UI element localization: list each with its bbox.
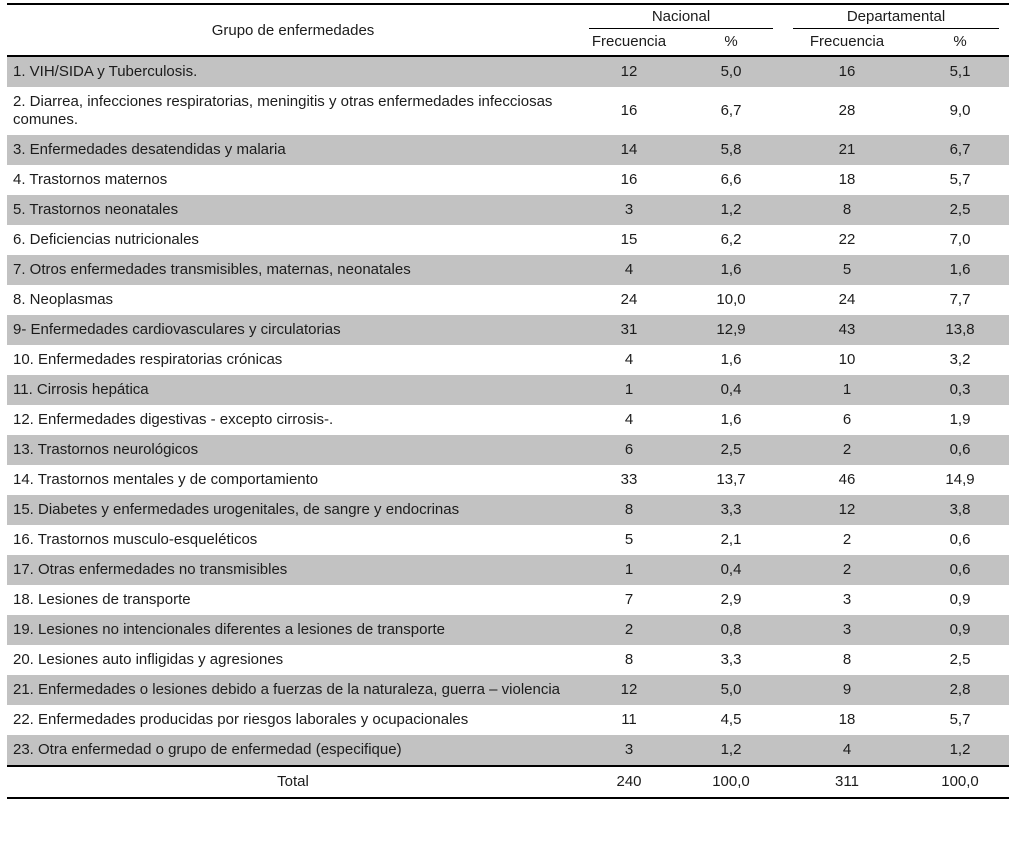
sub-header-percent-departamental: % <box>911 29 1009 56</box>
table-row <box>7 615 1009 645</box>
disease-group-cell: 1. VIH/SIDA y Tuberculosis. <box>13 63 198 80</box>
frequency-cell: 4 <box>624 351 634 368</box>
frequency-cell: 12 <box>620 63 638 80</box>
table-row <box>7 285 1009 315</box>
percent-cell: 0,4 <box>720 381 742 398</box>
table-row <box>7 675 1009 705</box>
disease-group-cell: 5. Trastornos neonatales <box>13 201 179 218</box>
table-row <box>7 345 1009 375</box>
disease-group-cell: 2. Diarrea, infecciones respiratorias, meningitis y otras enfermedades infecciosas comunes. <box>13 93 553 128</box>
table-row <box>7 465 1009 495</box>
frequency-cell: 11 <box>621 711 637 728</box>
disease-group-cell: 3. Enfermedades desatendidas y malaria <box>13 141 286 158</box>
percent-cell: 0,8 <box>720 621 742 638</box>
frequency-cell: 31 <box>620 321 638 338</box>
frequency-cell: 3 <box>624 201 634 218</box>
disease-group-cell: 12. Enfermedades digestivas - excepto cirrosis-. <box>13 411 334 428</box>
percent-cell: 5,8 <box>720 141 742 158</box>
sub-header-percent-nacional: % <box>679 29 783 56</box>
table-row <box>7 315 1009 345</box>
table-row <box>7 165 1009 195</box>
table-row <box>7 87 1009 135</box>
percent-cell: 10,0 <box>716 291 746 308</box>
percent-cell: 5,7 <box>949 711 971 728</box>
percent-cell: 12,9 <box>716 321 746 338</box>
total-percent-nacional: 100,0 <box>679 766 783 798</box>
table-row <box>7 375 1009 405</box>
percent-cell: 14,9 <box>945 471 975 488</box>
frequency-cell: 21 <box>838 141 856 158</box>
table-row <box>7 405 1009 435</box>
frequency-cell: 5 <box>842 261 852 278</box>
percent-cell: 1,2 <box>720 741 742 758</box>
percent-cell: 0,6 <box>949 531 971 548</box>
frequency-cell: 33 <box>620 471 638 488</box>
group-header-departamental <box>783 4 1009 29</box>
percent-cell: 2,5 <box>720 441 742 458</box>
sub-header-frecuencia-nacional: Frecuencia <box>579 29 679 56</box>
frequency-cell: 14 <box>620 141 638 158</box>
percent-cell: 6,7 <box>949 141 971 158</box>
percent-cell: 4,5 <box>720 711 742 728</box>
disease-group-cell: 6. Deficiencias nutricionales <box>13 231 199 248</box>
frequency-cell: 3 <box>842 621 852 638</box>
percent-cell: 1,2 <box>949 741 971 758</box>
group-header-nacional <box>579 4 783 29</box>
percent-cell: 1,6 <box>720 261 742 278</box>
frequency-cell: 6 <box>842 411 852 428</box>
frequency-cell: 1 <box>624 381 634 398</box>
percent-cell: 13,7 <box>716 471 746 488</box>
frequency-cell: 3 <box>842 591 852 608</box>
frequency-cell: 4 <box>624 261 634 278</box>
percent-cell: 0,6 <box>949 561 971 578</box>
percent-cell: 5,7 <box>949 171 971 188</box>
group-header-departamental-label: Departamental <box>793 8 999 29</box>
total-frequency-departamental: 311 <box>783 766 911 798</box>
disease-group-cell: 9- Enfermedades cardiovasculares y circulatorias <box>13 321 341 338</box>
frequency-cell: 5 <box>624 531 634 548</box>
frequency-cell: 12 <box>620 681 638 698</box>
total-percent-departamental: 100,0 <box>911 766 1009 798</box>
table-body <box>7 56 1009 766</box>
frequency-cell: 43 <box>838 321 856 338</box>
disease-group-cell: 23. Otra enfermedad o grupo de enfermedad (especifique) <box>13 741 402 758</box>
percent-cell: 0,9 <box>949 591 971 608</box>
disease-group-cell: 15. Diabetes y enfermedades urogenitales, de sangre y endocrinas <box>13 501 460 518</box>
disease-group-cell: 13. Trastornos neurológicos <box>13 441 199 458</box>
percent-cell: 9,0 <box>949 102 971 119</box>
total-row <box>7 766 1009 798</box>
disease-group-cell: 21. Enfermedades o lesiones debido a fuerzas de la naturaleza, guerra – violencia <box>13 681 561 698</box>
table-row <box>7 56 1009 87</box>
percent-cell: 2,5 <box>949 651 971 668</box>
frequency-cell: 4 <box>842 741 852 758</box>
disease-group-cell: 10. Enfermedades respiratorias crónicas <box>13 351 283 368</box>
disease-group-cell: 19. Lesiones no intencionales diferentes a lesiones de transporte <box>13 621 445 638</box>
frequency-cell: 28 <box>838 102 856 119</box>
frequency-cell: 22 <box>838 231 856 248</box>
total-frequency-nacional: 240 <box>579 766 679 798</box>
percent-cell: 6,7 <box>720 102 742 119</box>
group-header-nacional-label: Nacional <box>589 8 773 29</box>
percent-cell: 5,0 <box>720 681 742 698</box>
sub-header-frecuencia-departamental: Frecuencia <box>783 29 911 56</box>
percent-cell: 3,2 <box>949 351 971 368</box>
frequency-cell: 24 <box>620 291 638 308</box>
percent-cell: 2,5 <box>949 201 971 218</box>
disease-group-cell: 4. Trastornos maternos <box>13 171 168 188</box>
frequency-cell: 16 <box>838 63 856 80</box>
percent-cell: 6,2 <box>720 231 742 248</box>
disease-group-cell: 7. Otros enfermedades transmisibles, maternas, neonatales <box>13 261 411 278</box>
percent-cell: 0,9 <box>949 621 971 638</box>
percent-cell: 7,7 <box>949 291 971 308</box>
table-row <box>7 495 1009 525</box>
frequency-cell: 2 <box>842 441 852 458</box>
frequency-cell: 4 <box>624 411 634 428</box>
percent-cell: 2,1 <box>720 531 742 548</box>
table-row <box>7 135 1009 165</box>
frequency-cell: 6 <box>624 441 634 458</box>
table-row <box>7 555 1009 585</box>
table-row <box>7 735 1009 766</box>
table-row <box>7 585 1009 615</box>
percent-cell: 5,0 <box>720 63 742 80</box>
percent-cell: 0,3 <box>949 381 971 398</box>
disease-group-cell: 18. Lesiones de transporte <box>13 591 191 608</box>
frequency-cell: 16 <box>620 171 638 188</box>
frequency-cell: 8 <box>624 501 634 518</box>
frequency-cell: 8 <box>624 651 634 668</box>
percent-cell: 1,6 <box>720 351 742 368</box>
disease-group-cell: 11. Cirrosis hepática <box>13 381 149 398</box>
table-row <box>7 525 1009 555</box>
percent-cell: 1,6 <box>949 261 971 278</box>
frequency-cell: 9 <box>842 681 852 698</box>
frequency-cell: 10 <box>838 351 856 368</box>
frequency-cell: 1 <box>842 381 852 398</box>
percent-cell: 13,8 <box>945 321 975 338</box>
table-row <box>7 195 1009 225</box>
percent-cell: 3,3 <box>720 651 742 668</box>
disease-group-cell: 16. Trastornos musculo-esqueléticos <box>13 531 258 548</box>
frequency-cell: 16 <box>620 102 638 119</box>
percent-cell: 1,6 <box>720 411 742 428</box>
total-label: Total <box>7 766 579 798</box>
percent-cell: 3,3 <box>720 501 742 518</box>
table-row <box>7 435 1009 465</box>
group-header-row <box>7 4 1009 29</box>
frequency-cell: 15 <box>620 231 638 248</box>
frequency-cell: 2 <box>624 621 634 638</box>
disease-group-cell: 22. Enfermedades producidas por riesgos laborales y ocupacionales <box>13 711 469 728</box>
frequency-cell: 8 <box>842 651 852 668</box>
frequency-cell: 18 <box>838 171 856 188</box>
percent-cell: 0,6 <box>949 441 971 458</box>
frequency-cell: 18 <box>838 711 856 728</box>
percent-cell: 6,6 <box>720 171 742 188</box>
frequency-cell: 2 <box>842 561 852 578</box>
percent-cell: 1,2 <box>720 201 742 218</box>
frequency-cell: 1 <box>624 561 634 578</box>
disease-group-cell: 8. Neoplasmas <box>13 291 114 308</box>
disease-group-cell: 17. Otras enfermedades no transmisibles <box>13 561 288 578</box>
percent-cell: 2,8 <box>949 681 971 698</box>
frequency-cell: 8 <box>842 201 852 218</box>
disease-groups-table <box>7 3 1009 799</box>
percent-cell: 0,4 <box>720 561 742 578</box>
frequency-cell: 46 <box>838 471 856 488</box>
percent-cell: 5,1 <box>949 63 971 80</box>
frequency-cell: 3 <box>624 741 634 758</box>
disease-group-cell: 14. Trastornos mentales y de comportamiento <box>13 471 319 488</box>
frequency-cell: 24 <box>838 291 856 308</box>
percent-cell: 7,0 <box>949 231 971 248</box>
disease-group-cell: 20. Lesiones auto infligidas y agresiones <box>13 651 284 668</box>
frequency-cell: 2 <box>842 531 852 548</box>
frequency-cell: 7 <box>624 591 634 608</box>
percent-cell: 1,9 <box>949 411 971 428</box>
table-row <box>7 225 1009 255</box>
table-row <box>7 705 1009 735</box>
column-header-grupo-de-enfermedades: Grupo de enfermedades <box>7 4 579 56</box>
frequency-cell: 12 <box>838 501 856 518</box>
percent-cell: 3,8 <box>949 501 971 518</box>
table-row <box>7 645 1009 675</box>
table-row <box>7 255 1009 285</box>
percent-cell: 2,9 <box>720 591 742 608</box>
